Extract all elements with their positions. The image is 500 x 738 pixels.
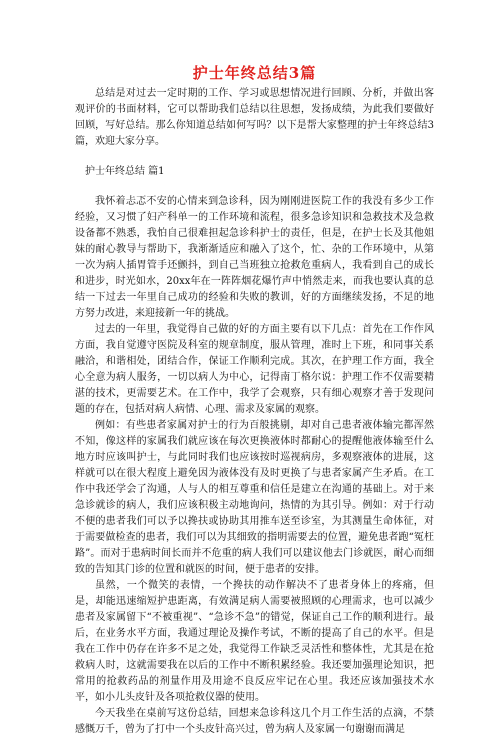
body-paragraph: 过去的一年里，我觉得自己做的好的方面主要有以下几点：首先在工作作风方面，我自觉遵守医院及科室的规章制度，服从管理，准时上下班，和同事关系融洽，和谐相处，团结合作，保证工作顺利完成。其次，在护理工作方面，我全心全意为病人服务，一切以病人为中心，记得南丁格尔说：护理工作不仅需要精湛的技术，更需要艺术。在工作中，我学了会观察，只有细心观察才善于发现问题的存在，包括对病人病情、心理、需求及家属的观察。 xyxy=(75,324,434,415)
body-paragraph: 虽然，一个微笑的表情，一个搀扶的动作解决不了患者身体上的疼痛，但是，却能迅速缩短护患距离，有效满足病人需要被照顾的心理需求，也可以减少患者及家属留下“不被重视”、“急诊不急”的错觉，保证自己工作的顺利进行。最后，在业务水平方面，我通过理论及操作考试，不断的提高了自己的水平。但是我在工作中仍存在许多不足之处，我觉得工作缺乏灵活性和整体性，尤其是在抢救病人时，这就需要我在以后的工作中不断积累经验。我还要加强理论知识，把常用的抢救药品的剂量作用及用途不良反应牢记在心里。我还应该加强技术水平，如小儿头皮针及各项抢救仪器的使用。 xyxy=(75,580,434,703)
document-title: 护士年终总结3篇 xyxy=(192,64,317,82)
body-paragraph: 今天我坐在桌前写这份总结，回想来急诊科这几个月工作生活的点滴，不禁感慨万千，曾为了打中一个头皮针高兴过，曾为病人及家属一句谢谢而满足 xyxy=(75,708,434,735)
section-heading: 护士年终总结 篇1 xyxy=(85,166,165,177)
intro-paragraph: 总结是对过去一定时期的工作、学习或思想情况进行回顾、分析，并做出客观评价的书面材料，它可以帮助我们总结以往思想，发扬成绩，为此我们要做好回顾，写好总结。那么你知道总结如何写吗？以下是帮大家整理的护士年终总结3篇，欢迎大家分享。 xyxy=(75,88,434,147)
body-paragraph: 我怀着忐忑不安的心情来到急诊科，因为刚刚进医院工作的我没有多少工作经验，又习惯了妇产科单一的工作环境和流程，很多急诊知识和急救技术及急救设备都不熟悉，我怕自己很难担起急诊科护士的责任，但是，在护士长及其他姐妹的耐心教导与帮助下，我渐渐适应和融入了这个，忙、杂的工作环境中，从第一次为病人插胃管手还颤抖，到自己当班独立抢救危重病人，我看到自己的成长和进步，时光如水，20xx年在一阵阵烟花爆竹声中悄然走来，而我也要认真的总结一下过去一年里自己成功的经验和失败的教训，好的方面继续发扬，不足的地方努力改进，来迎接新一年的挑战。 xyxy=(75,196,434,319)
body-paragraph: 例如：有些患者家属对护士的行为百般挑剔，却对自己患者液体输完都浑然不知，像这样的家属我们就应该在每次更换液体时都耐心的提醒他液体输至什么地方时应该叫护士，与此同时我们也应该按时巡视病房，多观察液体的进展，这样就可以在很大程度上避免因为液体没有及时更换了与患者家属产生矛盾。在工作中我还学会了沟通，人与人的相互尊重和信任是建立在沟通的基础上。对于来急诊就诊的病人，我们应该积极主动地询问，热情的为其引导。例如：对于行动不便的患者我们可以予以搀扶或协助其用推车送至诊室，为其测量生命体征，对于需要做检查的患者，我们可以为其细致的指明需要去的位置，避免患者跑“冤枉路”。而对于患病时间长而并不危重的病人我们可以建议他去门诊就医，耐心而细致的告知其门诊的位置和就医的时间，便于患者的安排。 xyxy=(75,420,434,575)
